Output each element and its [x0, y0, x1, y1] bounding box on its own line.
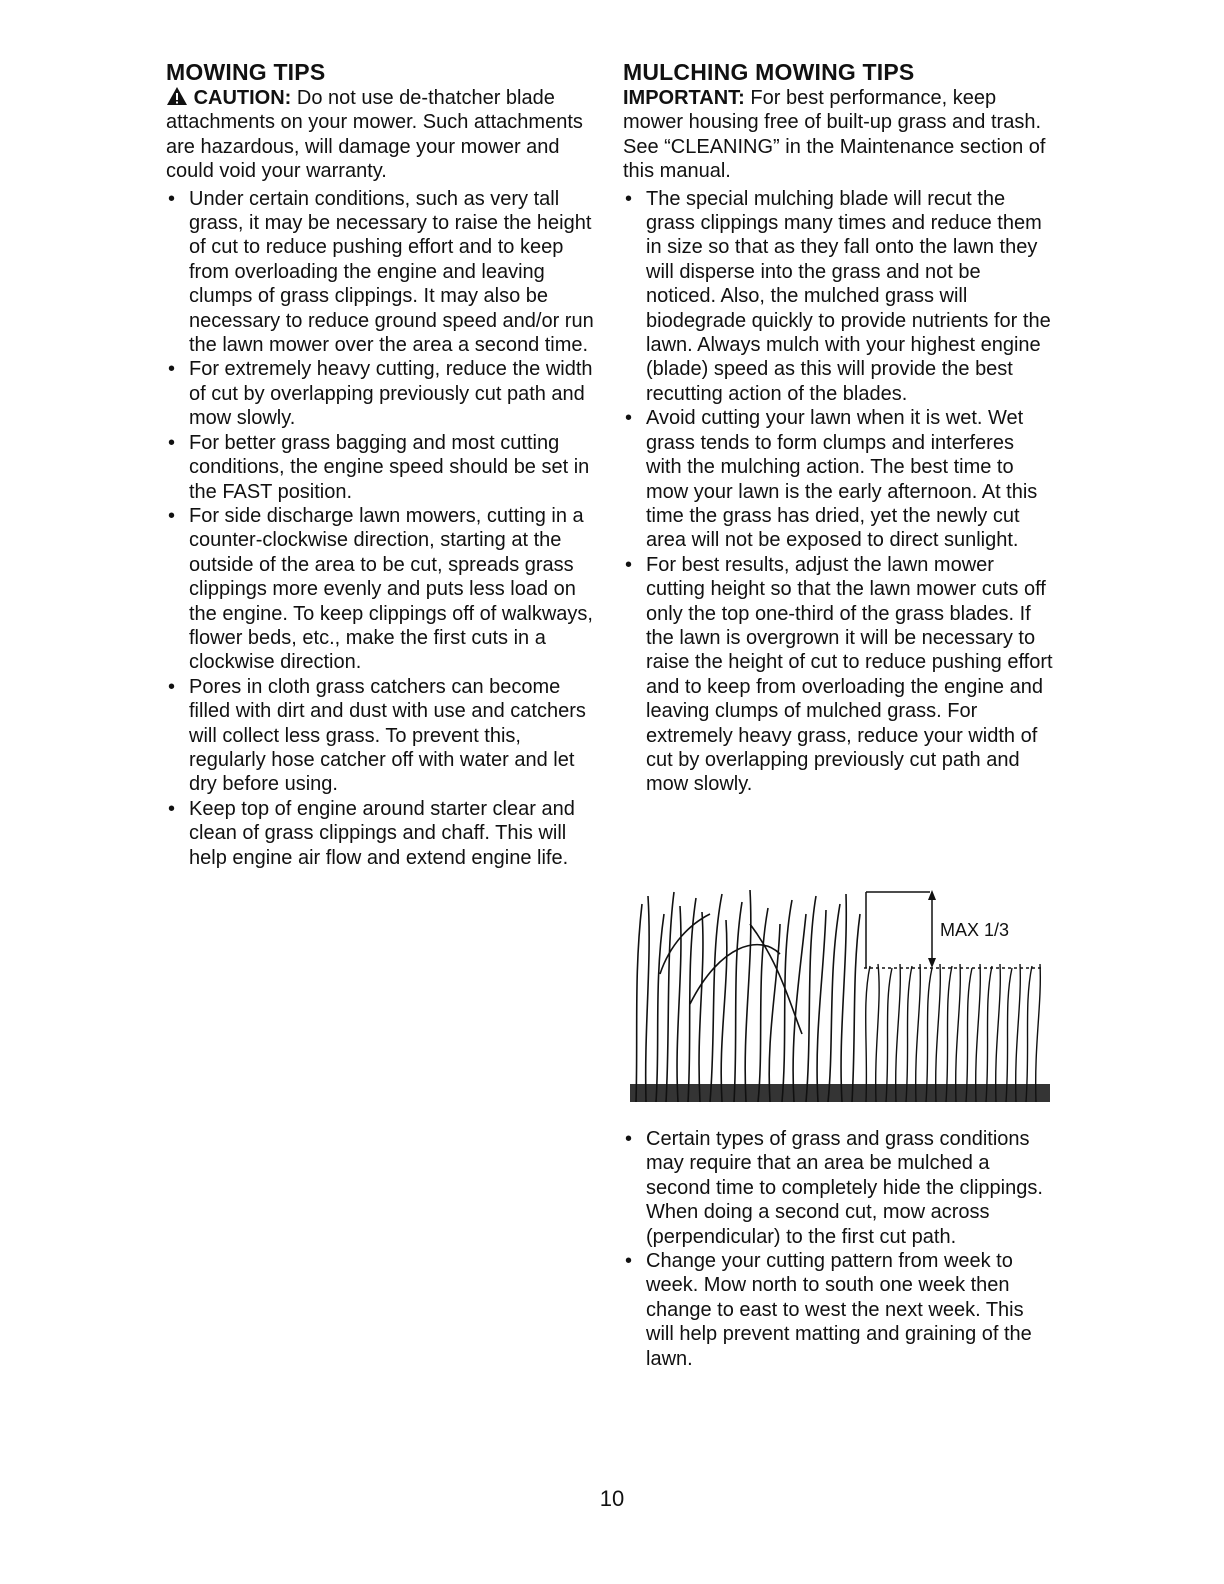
list-item: • Avoid cutting your lawn when it is wet. Wet grass tends to form clumps and interferes with the mulching action. The best time to mow your lawn is the early afternoon. At this time the grass has dried, yet the newly cut area will not be exposed to direct sunlight.: [623, 406, 1055, 552]
mulching-tips-heading: MULCHING MOWING TIPS: [623, 59, 915, 85]
page-number: 10: [599, 1486, 625, 1511]
important-label: IMPORTANT:: [623, 87, 745, 109]
list-item: • Pores in cloth grass catchers can become filled with dirt and dust with use and catchers will collect less grass. To prevent this, regularly hose catcher off with water and let dry before using.: [166, 675, 598, 797]
mowing-tips-heading: MOWING TIPS: [166, 59, 326, 85]
list-item: • The special mulching blade will recut the grass clippings many times and reduce them in size so that as they fall onto the lawn they will disperse into the grass and not be noticed. Also, the mulched grass will biodegrade quickly to provide nutrients for the lawn. Always mulch with your highest engine (blade) speed as this will provide the best recutting action of the blades.: [623, 187, 1055, 407]
max-one-third-label: MAX 1/3: [940, 920, 1010, 940]
list-item: • For side discharge lawn mowers, cutting in a counter-clockwise direction, starting at the outside of the area to be cut, spreads grass clippings more evenly and puts less load on the engine. To keep clippings off of walkways, flower beds, etc., make the first cuts in a clockwise direction.: [166, 504, 598, 675]
important-text: For best performance, keep mower housing free of built-up grass and trash. See “CLEANING” in the Maintenance section of this manual.: [623, 87, 1046, 183]
list-item: • Certain types of grass and grass conditions may require that an area be mulched a second time to completely hide the clippings. When doing a second cut, mow across (perpendicular) to the first cut path.: [623, 1127, 1055, 1249]
important-paragraph: [623, 86, 1055, 184]
mulching-tips-column: [623, 58, 1055, 797]
mowing-tips-list: [166, 187, 598, 870]
cut-grass-drawing: [864, 964, 1042, 1102]
list-item: • For extremely heavy cutting, reduce the width of cut by overlapping previously cut path and mow slowly.: [166, 357, 598, 430]
mulching-tips-list: [623, 187, 1055, 797]
list-item: • For better grass bagging and most cutting conditions, the engine speed should be set in the FAST position.: [166, 431, 598, 504]
caution-paragraph: [166, 86, 598, 184]
caution-label: CAUTION:: [193, 87, 292, 109]
mowing-tips-column: [166, 58, 598, 870]
list-item: • Change your cutting pattern from week to week. Mow north to south one week then change to east to west the next week. This will help prevent matting and graining of the lawn.: [623, 1249, 1055, 1371]
list-item: • For best results, adjust the lawn mower cutting height so that the lawn mower cuts off only the top one-third of the grass blades. If the lawn is overgrown it will be necessary to raise the height of cut to reduce pushing effort and to keep from overloading the engine and leaving clumps of mulched grass. For extremely heavy grass, reduce your width of cut by overlapping previously cut path and mow slowly.: [623, 553, 1055, 797]
mulching-tips-list-continued: [623, 1127, 1055, 1371]
ground-shadow: [630, 1084, 1050, 1102]
warning-triangle-icon: [166, 86, 188, 106]
list-item: • Keep top of engine around starter clear and clean of grass clippings and chaff. This will help engine air flow and extend engine life.: [166, 797, 598, 870]
arrow-down-icon: [928, 958, 936, 968]
caution-text: Do not use de-thatcher blade attachments on your mower. Such attachments are hazardous, will damage your mower and could void your warranty.: [166, 87, 583, 183]
grass-cut-height-illustration: [630, 884, 1050, 1102]
list-item: • Under certain conditions, such as very tall grass, it may be necessary to raise the height of cut to reduce pushing effort and to keep from overloading the engine and leaving clumps of grass clippings. It may also be necessary to reduce ground speed and/or run the lawn mower over the area a second time.: [166, 187, 598, 358]
tall-grass-drawing: [636, 890, 860, 1102]
